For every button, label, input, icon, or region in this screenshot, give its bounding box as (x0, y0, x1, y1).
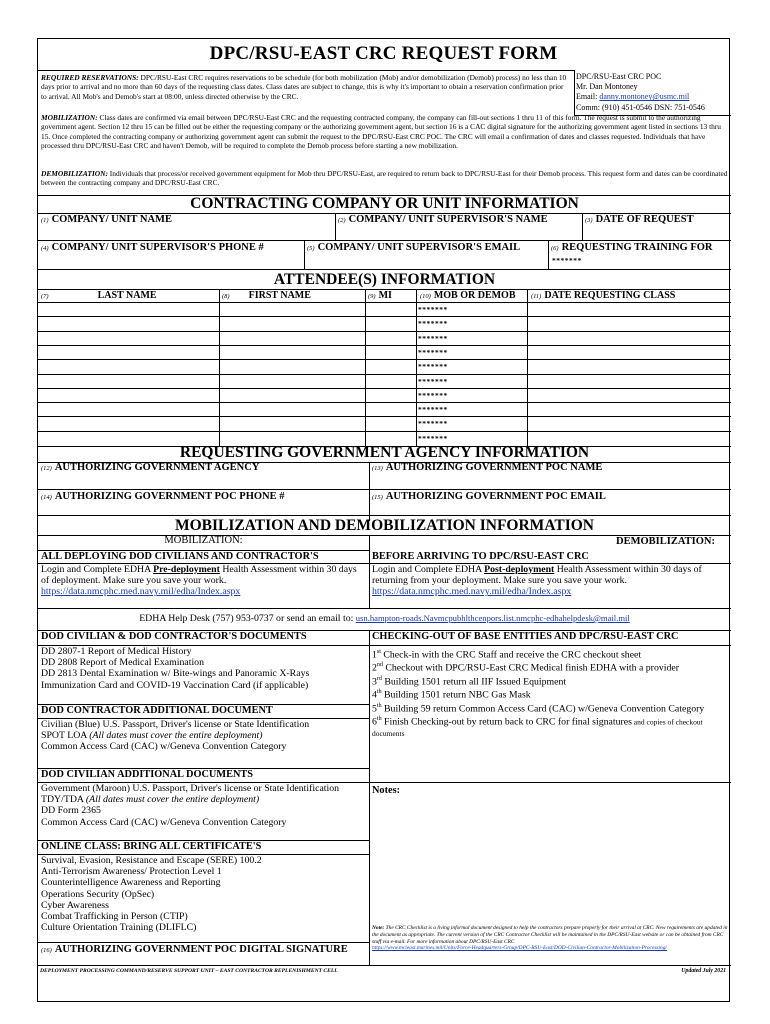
divider (416, 289, 417, 446)
checkout-step-4: 4th Building 1501 return NBC Gas Mask (372, 689, 531, 701)
mobilization-text: Class dates are confirmed via email between DPC/RSU-East CRC and the requesting contracted company, the company can fill-out sections 1 thru 11 of this form. The request is submit to the authorizing government agent. Section 12 thru 15 can be filled out be either the requesting company or the authorizing government agent, but section 16 is a CAC digital signature for the authorizing government agent listed in sections 13 thru 15. Once completed the contracting company or authorizing government agent can submit the request to the DPC/RSU-East CRC POC. The CRC will email a confirmation of dates and classes requested. Individuals that have processed thru DPC/RSU-East CRC and haven't Demob, will be required to complete the Demob process before starting a new mobilization. (41, 113, 721, 151)
demob-title: DEMOBILIZATION: (616, 536, 715, 547)
divider (369, 462, 370, 521)
footer-left: DEPLOYMENT PROCESSING COMMAND/RESERVE SUPPORT UNIT – EAST CONTRACTOR REPLENISHMENT CELL (40, 968, 338, 974)
list-item: Culture Orientation Training (DLIFLC) (41, 922, 197, 934)
divider (38, 269, 731, 270)
demobilization-text: Individuals that process/or received government equipment for Mob thru DPC/RSU-East, are required to return back to DPC/RSU-East for their Demob process. This request form and dates can be coordinated between the contracting company and DPC/RSU-East CRC. (41, 169, 728, 188)
list-item: Counterintelligence Awareness and Reporting (41, 877, 221, 889)
notes-footnote: Note: The CRC Checklist is a living informal document designed to help the contractors prepare properly for their arrival at CRC. New requirements are updated in the document as appropriate. The current version of the CRC Contractor Checklist will be maintained in the DPC/RSU-East website or can be obtained from CRC staff via e-mail. For more information about DPC/RSU-East CRC https://www.mcieast.marines.mil/Units/Force-Headquarters-Group/DPC-RSU-East/DOD-Civilian-Contractor-Mobilization-Processing/ (372, 925, 728, 952)
contractor-docs-list: Civilian (Blue) U.S. Passport, Driver's license or State Identification SPOT LOA (All dates must cover the entire deployment) Common Access Card (CAC) w/Geneva Convention Category (41, 719, 310, 753)
row-divider (38, 302, 731, 303)
col-last-name: (7) LAST NAME (41, 290, 157, 301)
mobilization-note (41, 113, 728, 151)
row-divider (38, 416, 731, 417)
checkout-steps (372, 647, 728, 739)
table-row[interactable]: ******* (418, 347, 448, 357)
checkout-step-5: 5th Building 59 return Common Access Card (CAC) w/Geneva Convention Category (372, 702, 705, 715)
demobilization-label: DEMOBILIZATION: (41, 169, 108, 178)
field-supervisor-email[interactable]: (5) COMPANY/ UNIT SUPERVISOR'S EMAIL (307, 242, 521, 253)
gov-header: REQUESTING GOVERNMENT AGENCY INFORMATION (179, 444, 590, 461)
col-first-name: (8) FIRST NAME (222, 290, 311, 301)
divider (38, 240, 731, 241)
demob-edha-link[interactable]: https://data.nmcphc.med.navy.mil/edha/Index.aspx (372, 586, 572, 598)
page-title: DPC/RSU-EAST CRC REQUEST FORM (209, 43, 558, 64)
training-value: ******* (552, 256, 582, 265)
demobilization-note (41, 169, 728, 188)
civilian-docs-list: Government (Maroon) U.S. Passport, Driver's license or State Identification TDY/TDA (All dates must cover the entire deployment) DD Form 2365 Common Access Card (CAC) w/Geneva Convention Category (41, 783, 340, 828)
col-mi: (9) MI (368, 290, 392, 301)
col-date-requesting: (11) DATE REQUESTING CLASS (531, 290, 676, 301)
row-divider (38, 331, 731, 332)
divider (369, 630, 370, 965)
field-digital-signature[interactable]: (16) AUTHORIZING GOVERNMENT POC DIGITAL SIGNATURE (41, 944, 348, 955)
field-gov-poc-phone[interactable]: (14) AUTHORIZING GOVERNMENT POC PHONE # (41, 491, 285, 502)
field-supervisor-name[interactable]: (2) COMPANY/ UNIT SUPERVISOR'S NAME (338, 214, 548, 225)
table-row[interactable]: ******* (418, 305, 448, 314)
list-item: Survival, Evasion, Resistance and Escape (SERE) 100.2 (41, 855, 262, 866)
checkout-title: CHECKING-OUT OF BASE ENTITIES AND DPC/RSU-EAST CRC (372, 631, 679, 642)
reservations-text: DPC/RSU-East CRC requires reservations to be schedule (for both mobilization (Mob) and/or demobilization (Demob) process) no less than 10 days prior to arrival and no more than 60 days of the requesting class dates. Class dates are subject to change, this is why it's important to obtain a reservation confirmation prior to arrival. All Mob's and Demob's start at 08:00, unless directed otherwise by the CRC. (41, 73, 567, 101)
divider (38, 70, 574, 71)
field-supervisor-phone[interactable]: (4) COMPANY/ UNIT SUPERVISOR'S PHONE # (41, 242, 264, 253)
mob-instructions: Login and Complete EDHA Pre-deployment Health Assessment within 30 days of deployment. Make sure you save your work. https://data.nmcphc.med.navy.mil/edha/Index.aspx (41, 564, 357, 598)
mobdemob-header: MOBILIZATION AND DEMOBILIZATION INFORMATION (175, 517, 594, 534)
field-date-of-request[interactable]: (3) DATE OF REQUEST (585, 214, 694, 225)
online-title: ONLINE CLASS: BRING ALL CERTIFICATE'S (41, 841, 262, 852)
table-row[interactable]: ******* (418, 405, 448, 415)
divider (335, 213, 336, 240)
checkout-step-1: 1st Check-in with the CRC Staff and receive the CRC checkout sheet (372, 649, 642, 661)
reservations-block (41, 73, 571, 101)
footer-right: Updated July 2021 (681, 968, 726, 974)
divider (369, 535, 370, 608)
field-gov-poc-name[interactable]: (13) AUTHORIZING GOVERNMENT POC NAME (372, 462, 603, 473)
divider (38, 942, 369, 943)
notes-link[interactable]: https://www.mcieast.marines.mil/Units/Force-Headquarters-Group/DPC-RSU-East/DOD-Civilian-Contractor-Mobilization-Processing/ (372, 945, 667, 952)
table-row[interactable]: ******* (418, 362, 448, 372)
row-divider (38, 374, 731, 375)
mob-title: MOBILIZATION: (164, 535, 243, 546)
list-item: Combat Trafficking in Person (CTIP) (41, 911, 188, 923)
list-item: DD 2813 Dental Examination w/ Bite-wings and Panoramic X-Rays (41, 668, 310, 680)
row-divider (38, 345, 731, 346)
divider (527, 289, 528, 446)
helpdesk-line: EDHA Help Desk (757) 953-0737 or send an email to: usn.hampton-roads.Navmcpubhlthcenpors.list.nmcphc-edhahelpdesk@mail.mil (139, 613, 630, 624)
table-row[interactable]: ******* (418, 319, 448, 329)
reservations-label: REQUIRED RESERVATIONS: (41, 73, 139, 82)
poc-block (576, 72, 729, 113)
table-row[interactable]: ******* (418, 376, 448, 386)
field-requesting-training[interactable]: (6) REQUESTING TRAINING FOR (551, 242, 713, 253)
row-divider (38, 402, 731, 403)
divider (38, 965, 731, 966)
row-divider (38, 431, 731, 432)
divider (365, 289, 366, 446)
divider (38, 515, 731, 516)
divider (582, 213, 583, 240)
online-list (41, 855, 367, 933)
table-row[interactable]: ******* (418, 390, 448, 400)
poc-line2: Mr. Dan Montoney (576, 82, 638, 92)
form-frame (37, 38, 730, 1002)
row-divider (38, 359, 731, 360)
list-item: Operations Security (OpSec) (41, 888, 155, 900)
demob-instructions: Login and Complete EDHA Post-deployment Health Assessment within 30 days of returning from your deployment. Make sure you save your work. https://data.nmcphc.med.navy.mil/edha/Index.aspx (372, 564, 702, 598)
row-divider (38, 316, 731, 317)
notes-label[interactable]: Notes: (372, 785, 401, 796)
civilian-docs-title: DOD CIVILIAN ADDITIONAL DOCUMENTS (41, 769, 253, 780)
divider (38, 489, 731, 490)
poc-line1: DPC/RSU-East CRC POC (576, 72, 662, 81)
table-row[interactable]: ******* (418, 433, 448, 443)
attendee-header: ATTENDEE(S) INFORMATION (273, 271, 496, 288)
list-item: Cyber Awareness (41, 899, 109, 911)
dod-docs-title: DOD CIVILIAN & DOD CONTRACTOR'S DOCUMENTS (41, 631, 307, 642)
poc-phone: Comm: (910) 451-0546 DSN: 751-0546 (576, 102, 705, 112)
list-item: Anti-Terrorism Awareness/ Protection Level 1 (41, 866, 222, 878)
divider (369, 645, 731, 646)
list-item: Immunization Card and COVID-19 Vaccination Card (if applicable) (41, 679, 309, 691)
divider (548, 240, 549, 269)
divider (574, 70, 575, 115)
checkout-step-2: 2nd Checkout with DPC/RSU-East CRC Medical finish EDHA with a provider (372, 662, 679, 674)
table-row[interactable]: ******* (418, 333, 448, 343)
col-mob-demob: (10) MOB OR DEMOB (420, 290, 516, 301)
list-item: DD 2807-1 Report of Medical History (41, 646, 192, 657)
mobilization-label: MOBILIZATION: (41, 113, 98, 122)
contractor-docs-title: DOD CONTRACTOR ADDITIONAL DOCUMENT (41, 705, 273, 716)
demob-subtitle: BEFORE ARRIVING TO DPC/RSU-EAST CRC (372, 551, 589, 562)
divider (219, 289, 220, 446)
checkout-step-6: 6th Finish Checking-out by return back to CRC for final signatures and copies of checkout documents (372, 716, 703, 738)
divider (304, 240, 305, 269)
mob-edha-link[interactable]: https://data.nmcphc.med.navy.mil/edha/Index.aspx (41, 586, 241, 598)
poc-email-label: Email: (576, 92, 598, 102)
row-divider (38, 388, 731, 389)
mob-subtitle: ALL DEPLOYING DOD CIVILIANS AND CONTRACTOR'S (41, 551, 319, 562)
checkout-step-3: 3rd Building 1501 return all IIF Issued Equipment (372, 675, 567, 688)
table-row[interactable]: ******* (418, 419, 448, 429)
field-gov-poc-email[interactable]: (15) AUTHORIZING GOVERNMENT POC EMAIL (372, 491, 606, 502)
field-company-name[interactable]: (1) COMPANY/ UNIT NAME (41, 214, 172, 225)
dod-docs-list (41, 646, 367, 691)
poc-email-link[interactable]: danny.montoney@usmc.mil (599, 92, 690, 102)
divider (38, 608, 731, 609)
contracting-header: CONTRACTING COMPANY OR UNIT INFORMATION (190, 195, 579, 212)
list-item: DD 2808 Report of Medical Examination (41, 657, 204, 669)
helpdesk-email-link[interactable]: usn.hampton-roads.Navmcpubhlthcenpors.list.nmcphc-edhahelpdesk@mail.mil (355, 613, 630, 623)
field-gov-agency[interactable]: (12) AUTHORIZING GOVERNMENT AGENCY (41, 462, 260, 473)
